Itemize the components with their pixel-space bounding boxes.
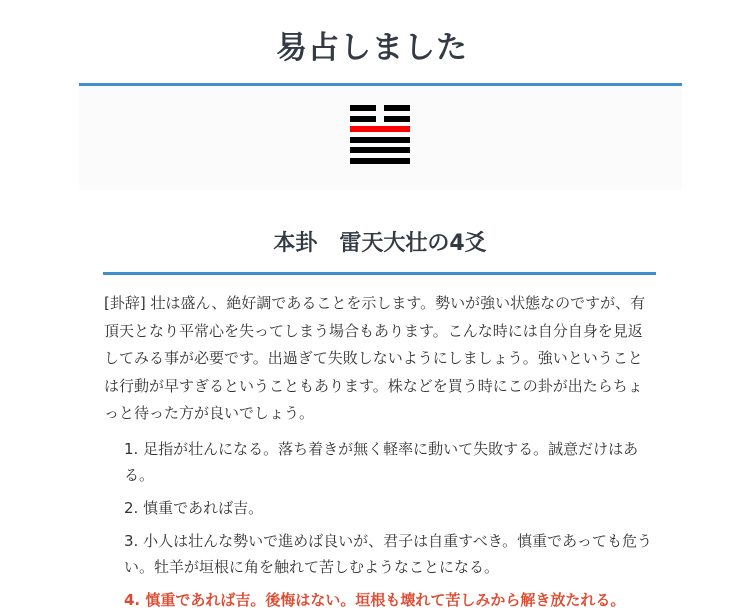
line-text-2: 2. 慎重であれば吉。 xyxy=(124,499,264,517)
page-title: 易占しました xyxy=(276,30,468,66)
line-texts-list xyxy=(124,436,656,610)
hexagram-panel xyxy=(79,86,682,190)
line-text-3: 3. 小人は壮んな勢いで進めば良いが、君子は自重すべき。慎重であっても危うい。牡羊が垣根に角を触れて苦しむようなことになる。 xyxy=(124,532,653,576)
line-text-4-current: 4. 慎重であれば吉。後悔はない。垣根も壊れて苦しみから解き放たれる。 xyxy=(124,591,626,609)
hexagram-line-5-yang xyxy=(350,147,410,153)
hexagram-line-6-yang xyxy=(350,158,410,164)
line-text-1: 1. 足指が壮んになる。落ち着きが無く軽率に動いて失敗する。誠意だけはある。 xyxy=(124,440,639,484)
hexagram-line-3-yang xyxy=(350,126,410,132)
section-divider xyxy=(103,272,656,275)
hexagram-line-4-yang xyxy=(350,137,410,143)
hexagram-line-1-yin xyxy=(350,105,410,111)
hexagram-icon xyxy=(350,105,410,165)
judgment-text: [卦辞] 壮は盛ん、絶好調であることを示します。勢いが強い状態なのですが、有頂天となり平常心を失ってしまう場合もあります。こんな時には自分自身を見返してみる事が必要です。出過ぎて失敗しないようにしましょう。強いということは行動が早すぎるということもあります。株などを買う時にこの卦が出たらちょっと待った方が良いでしょう。 xyxy=(104,294,646,422)
section-title: 本卦 雷天大壮の4爻 xyxy=(273,231,487,256)
hexagram-line-2-yin xyxy=(350,116,410,122)
